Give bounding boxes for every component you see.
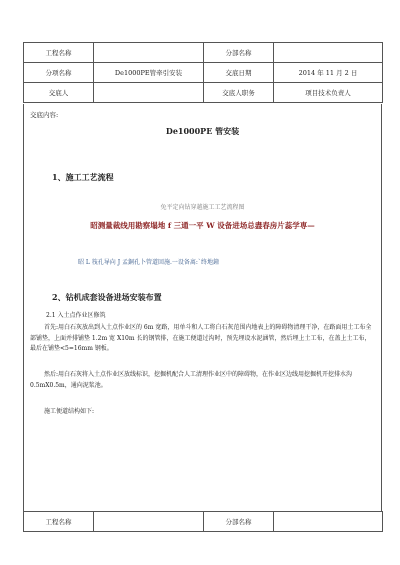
road-structure-label: 施工便道结构如下:	[44, 408, 95, 415]
part-name-value	[274, 512, 383, 532]
project-name-value	[94, 43, 204, 63]
header-table-bottom	[23, 511, 383, 532]
role-value: 项目技术负责人	[274, 83, 383, 103]
table-row	[24, 43, 383, 63]
content-label: 交底内容:	[30, 111, 59, 119]
table-row	[24, 512, 383, 532]
item-name-label: 分项名称	[24, 63, 94, 83]
header-table-top	[23, 42, 383, 103]
table-row	[24, 83, 383, 103]
person-label: 交底人	[24, 83, 94, 103]
subsection-2-1-title: 2.1 入土点作业区修筑	[46, 312, 106, 319]
content-box	[23, 104, 382, 511]
paragraph-1: 首先:用白石灰放出到入土点作业区的 6m 宽路，用单斗和人工将白石灰范围内地表上的障碍物清理干净，在路面用土工布全部铺垫，上面并排铺垫 1.2m 宽 X10m 长的钢管排，在施工便道过沟时，预先埋设水泥涵管，然后埋上土工布，在盖上土工布，最后在铺垫<5=16mm 钢板。	[30, 324, 372, 352]
part-name-label: 分部名称	[204, 512, 274, 532]
section1-title: 1、施工工艺流程	[52, 172, 114, 182]
role-label: 交底人职务	[204, 83, 274, 103]
main-title: De1000PE 管安装	[165, 126, 240, 136]
table-row	[24, 63, 383, 83]
part-name-value	[274, 43, 383, 63]
flow-line-1: 昭测量裁线用勘察塌地 f 三通一平 W 设备进场总盡春房片蕊学専—	[90, 221, 315, 230]
project-name-label: 工程名称	[24, 512, 94, 532]
project-name-label: 工程名称	[24, 43, 94, 63]
person-value	[94, 83, 204, 103]
date-value: 2014 年 11 月 2 日	[274, 63, 383, 83]
project-name-value	[94, 512, 204, 532]
date-label: 交底日期	[204, 63, 274, 83]
part-name-label: 分部名称	[204, 43, 274, 63]
paragraph-2: 然后:用白石灰将入土点作业区放线标识，挖掘机配合人工清理作业区中的障碍物，在作业区边线用挖掘机开挖排水沟 0.5mX0.5m，通向泥浆池。	[30, 371, 353, 389]
flow-caption: 免平定向钻穿越施工工艺流程图	[160, 204, 245, 211]
flow-line-2: 昭 L 筏孔导向 J 孟銅孔卜管道回施.一设备离:`终地鐘	[78, 259, 219, 266]
item-name-value: De1000PE管牵引安装	[94, 63, 204, 83]
section2-title: 2、钻机成套设备进场安装布置	[52, 292, 162, 302]
